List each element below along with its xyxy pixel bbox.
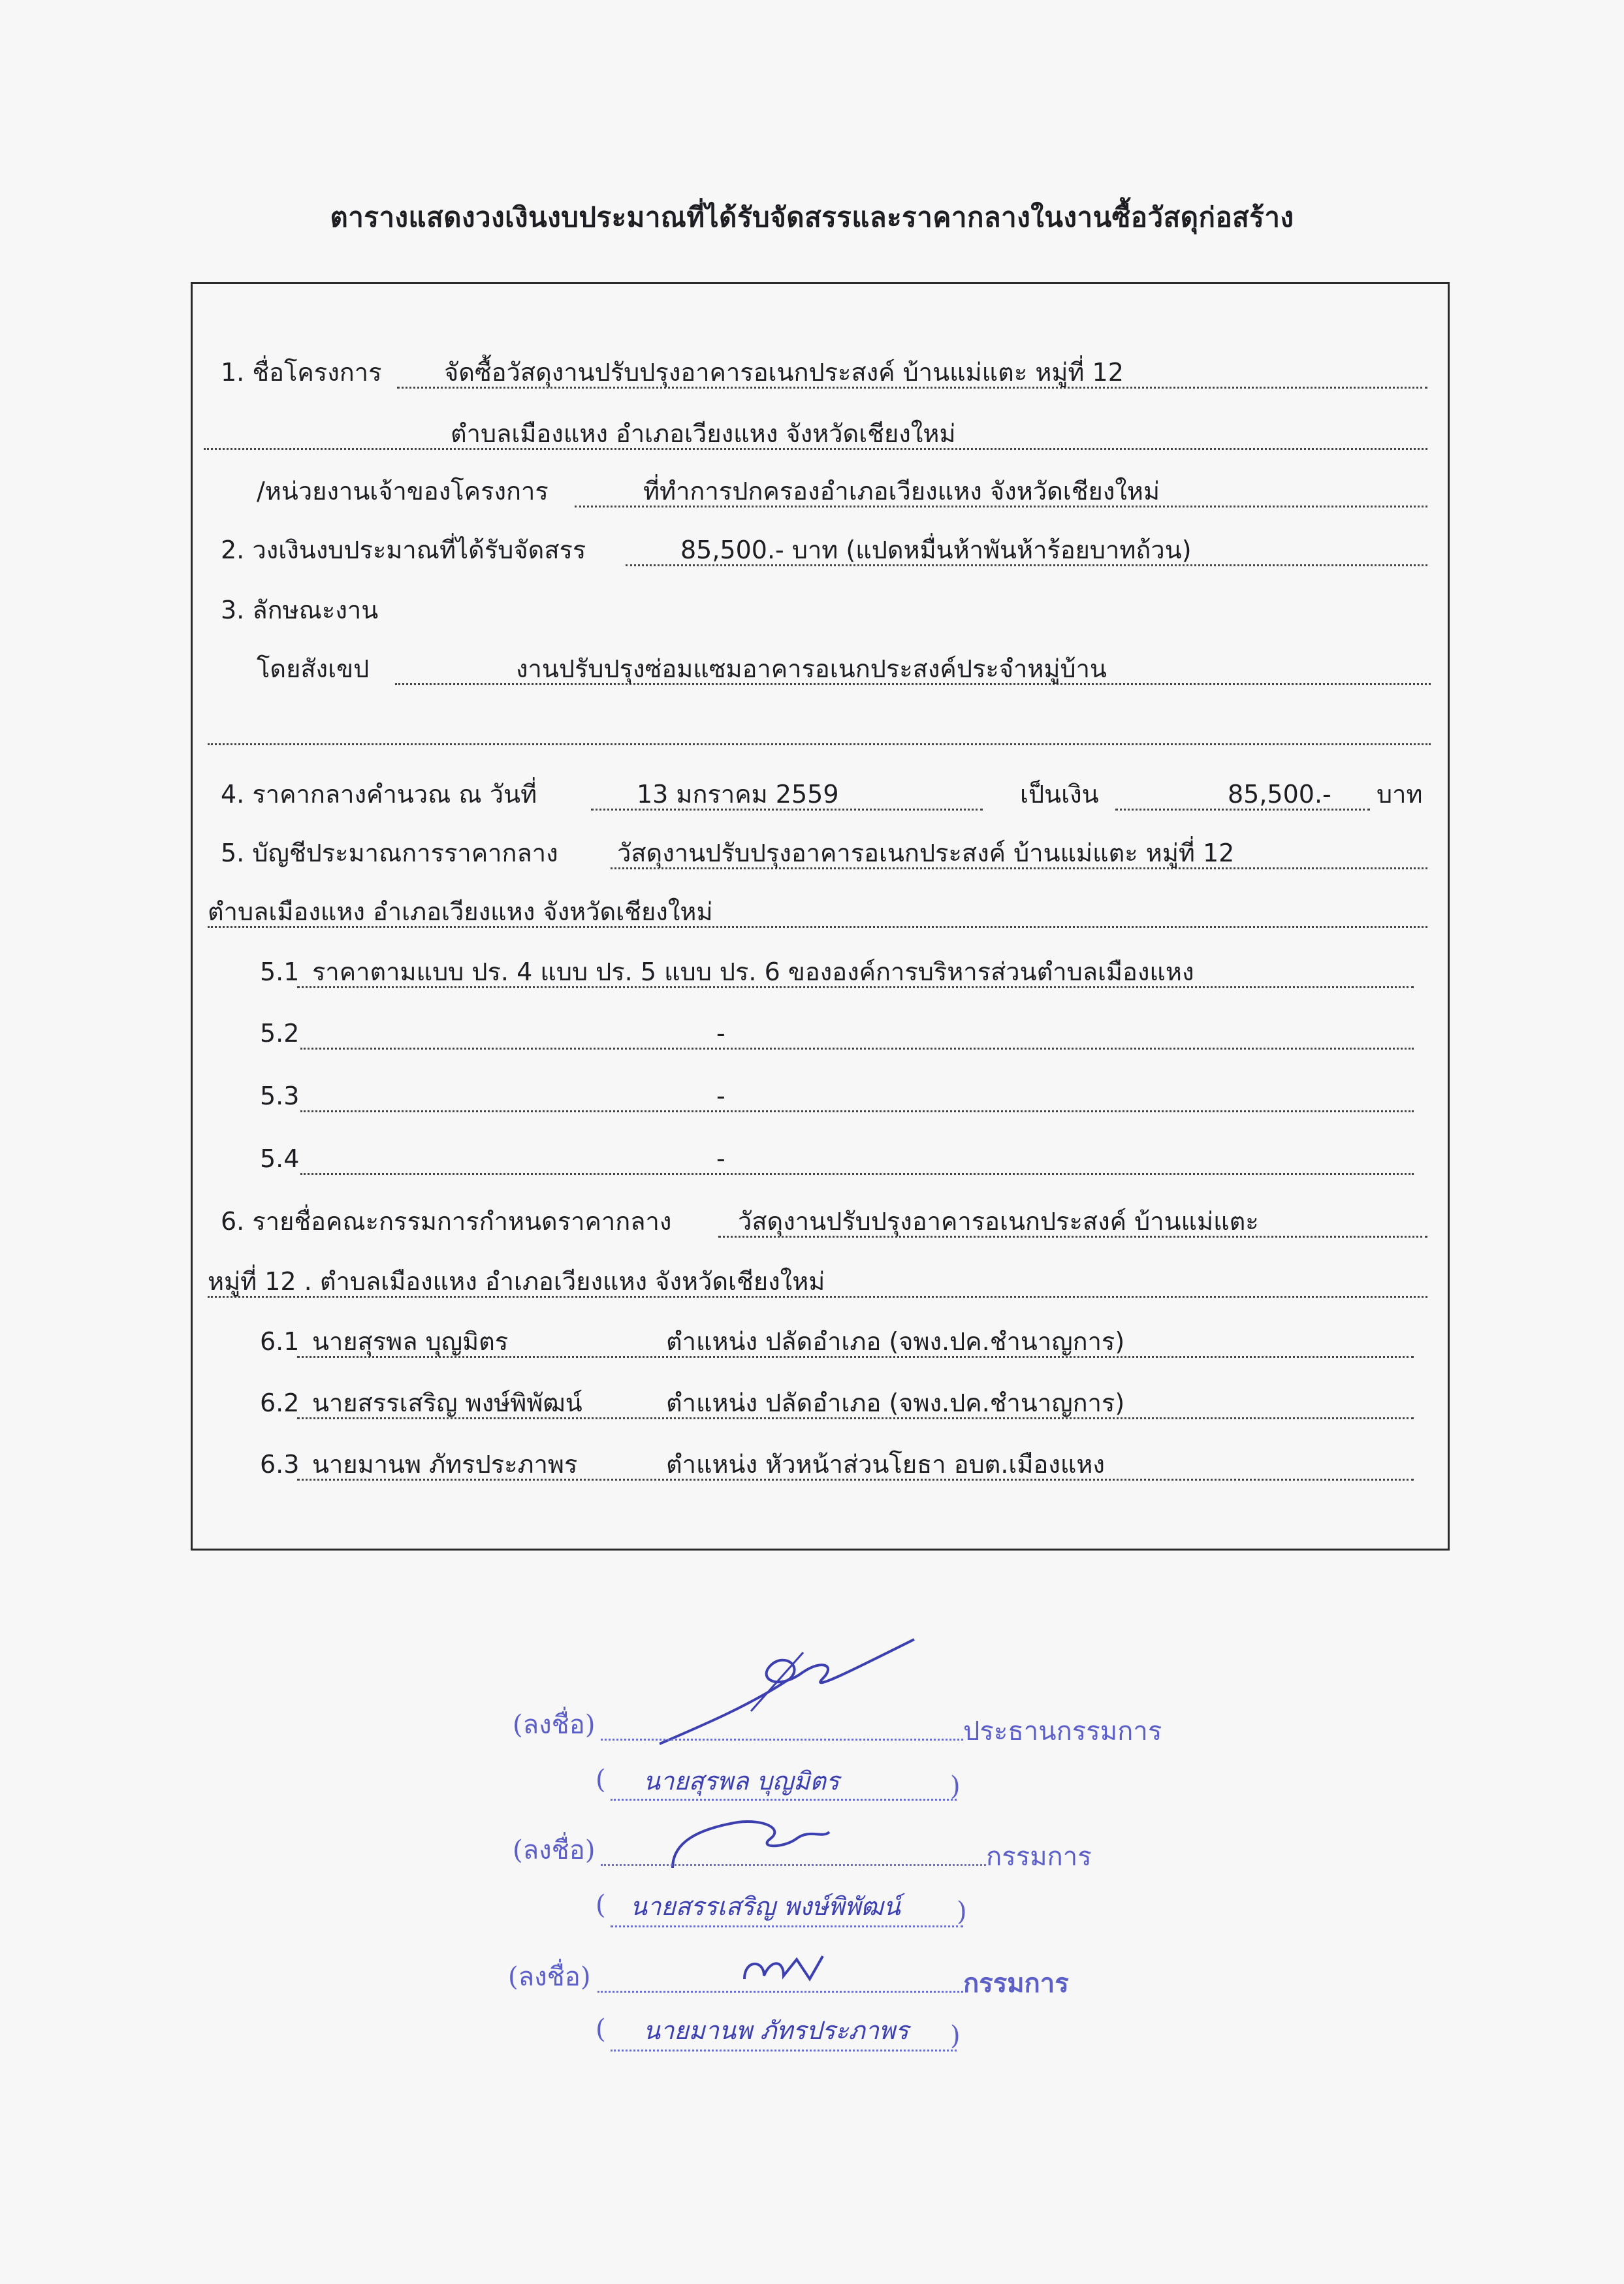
- median-price-amount-label: เป็นเงิน: [1020, 780, 1099, 809]
- committee-member-num-2: 6.2: [260, 1389, 300, 1417]
- sign-label-2: (ลงชื่อ): [513, 1835, 596, 1865]
- sign-dots-3: [597, 1991, 963, 1993]
- document-title: ตารางแสดงวงเงินงบประมาณที่ได้รับจัดสรรและราคากลางในงานซื้อวัสดุก่อสร้าง: [330, 201, 1294, 233]
- median-price-date-label: 4. ราคากลางคำนวณ ณ วันที่: [221, 780, 537, 809]
- work-type-label: 3. ลักษณะงาน: [221, 596, 379, 624]
- estimate-item-value-3: -: [716, 1082, 725, 1110]
- project-name-label: 1. ชื่อโครงการ: [221, 358, 382, 387]
- sign-role-2: กรรมการ: [986, 1842, 1092, 1872]
- committee-value: วัสดุงานปรับปรุงอาคารอเนกประสงค์ บ้านแม่แตะ: [738, 1207, 1259, 1236]
- median-price-amount: 85,500.-: [1228, 780, 1331, 809]
- sign-paren-close-1: ): [950, 1771, 961, 1801]
- median-price-date: 13 มกราคม 2559: [637, 780, 839, 809]
- committee-member-position-2: ตำแหน่ง ปลัดอำเภอ (จพง.ปค.ชำนาญการ): [666, 1389, 1125, 1417]
- signature-scribble-3: [738, 1946, 829, 1992]
- sign-paren-open-3: (: [596, 2014, 606, 2044]
- project-name-value: จัดซื้อวัสดุงานปรับปรุงอาคารอเนกประสงค์ บ้านแม่แตะ หมู่ที่ 12: [444, 358, 1124, 387]
- signature-scribble-2: [660, 1803, 855, 1881]
- work-summary-value: งานปรับปรุงซ่อมแซมอาคารอเนกประสงค์ประจำหมู่บ้าน: [516, 654, 1107, 683]
- estimate-item-value-2: -: [716, 1019, 725, 1048]
- committee-member-name-2: นายสรรเสริญ พงษ์พิพัฒน์: [312, 1389, 582, 1417]
- sign-role-1: ประธานกรรมการ: [963, 1716, 1162, 1746]
- committee-member-name-3: นายมานพ ภัทรประภาพร: [312, 1450, 578, 1479]
- sign-name-3: นายมานพ ภัทรประภาพร: [643, 2016, 909, 2045]
- committee-member-position-1: ตำแหน่ง ปลัดอำเภอ (จพง.ปค.ชำนาญการ): [666, 1327, 1125, 1356]
- estimate-item-dots-3: [300, 1110, 1414, 1112]
- work-summary-dots-2: [208, 743, 1431, 745]
- sign-dots-2: [601, 1864, 986, 1866]
- project-name-value-2: ตำบลเมืองแหง อำเภอเวียงแหง จังหวัดเชียงใหม่: [451, 419, 956, 448]
- sign-name-1: นายสุรพล บุญมิตร: [643, 1767, 840, 1795]
- estimate-value-2: ตำบลเมืองแหง อำเภอเวียงแหง จังหวัดเชียงใหม่: [208, 897, 713, 926]
- budget-value: 85,500.- บาท (แปดหมื่นห้าพันห้าร้อยบาทถ้วน): [680, 536, 1192, 564]
- committee-member-position-3: ตำแหน่ง หัวหน้าส่วนโยธา อบต.เมืองแหง: [666, 1450, 1105, 1479]
- sign-paren-close-3: ): [950, 2021, 961, 2051]
- committee-member-num-1: 6.1: [260, 1327, 300, 1356]
- estimate-label: 5. บัญชีประมาณการราคากลาง: [221, 839, 558, 867]
- sign-label-1: (ลงชื่อ): [513, 1710, 596, 1740]
- sign-dots-1: [601, 1739, 963, 1741]
- project-owner-value: ที่ทำการปกครองอำเภอเวียงแหง จังหวัดเชียงใหม่: [643, 477, 1160, 506]
- committee-member-name-1: นายสุรพล บุญมิตร: [312, 1327, 509, 1356]
- committee-label: 6. รายชื่อคณะกรรมการกำหนดราคากลาง: [221, 1207, 672, 1236]
- median-price-unit: บาท: [1377, 780, 1423, 809]
- estimate-item-num-3: 5.3: [260, 1082, 300, 1110]
- committee-member-num-3: 6.3: [260, 1450, 300, 1479]
- estimate-item-dots-2: [300, 1048, 1414, 1050]
- estimate-item-num-4: 5.4: [260, 1144, 300, 1173]
- estimate-value: วัสดุงานปรับปรุงอาคารอเนกประสงค์ บ้านแม่แตะ หมู่ที่ 12: [617, 839, 1235, 867]
- estimate-item-dots-4: [300, 1173, 1414, 1175]
- estimate-item-num-2: 5.2: [260, 1019, 300, 1048]
- sign-paren-close-2: ): [957, 1897, 967, 1927]
- signature-scribble-1: [653, 1626, 927, 1757]
- estimate-item-num-1: 5.1: [260, 957, 300, 986]
- estimate-item-value-4: -: [716, 1144, 725, 1173]
- estimate-item-value-1: ราคาตามแบบ ปร. 4 แบบ ปร. 5 แบบ ปร. 6 ขององค์การบริหารส่วนตำบลเมืองแหง: [312, 957, 1194, 986]
- sign-paren-open-2: (: [596, 1890, 606, 1920]
- project-owner-label: /หน่วยงานเจ้าของโครงการ: [257, 477, 549, 506]
- work-summary-label: โดยสังเขป: [257, 654, 370, 683]
- committee-value-2: หมู่ที่ 12 . ตำบลเมืองแหง อำเภอเวียงแหง จังหวัดเชียงใหม่: [208, 1267, 825, 1296]
- sign-name-2: นายสรรเสริญ พงษ์พิพัฒน์: [630, 1892, 900, 1921]
- sign-paren-open-1: (: [596, 1765, 606, 1795]
- sign-role-3: กรรมการ: [963, 1968, 1069, 1999]
- budget-label: 2. วงเงินงบประมาณที่ได้รับจัดสรร: [221, 536, 586, 564]
- sign-label-3: (ลงชื่อ): [508, 1962, 591, 1992]
